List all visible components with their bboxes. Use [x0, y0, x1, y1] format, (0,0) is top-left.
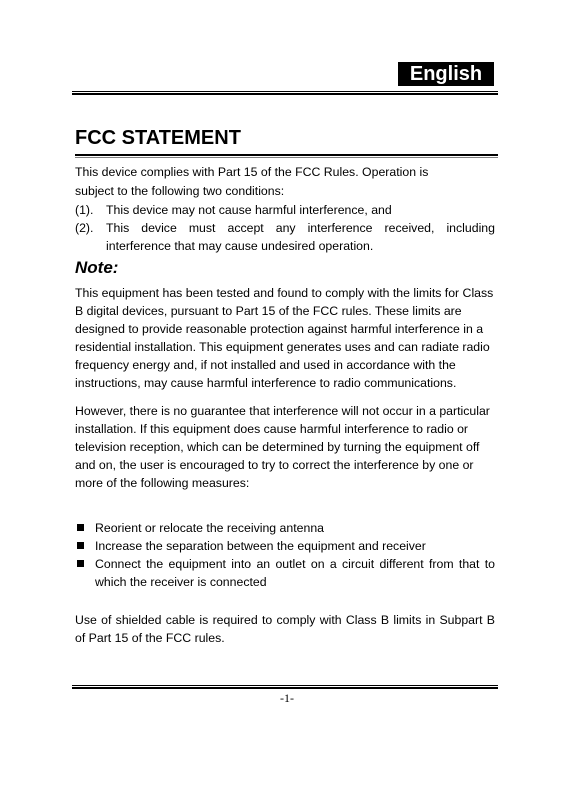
condition-item — [75, 201, 495, 219]
condition-text: This device must accept any interference received, including interference that may cause undesired operation. — [106, 221, 495, 253]
condition-item — [75, 219, 495, 255]
measure-item — [75, 555, 495, 591]
title-underline — [75, 154, 498, 158]
intro-text — [75, 163, 495, 200]
square-bullet-icon — [77, 524, 84, 531]
square-bullet-icon — [77, 560, 84, 567]
header-rule — [72, 91, 498, 95]
intro-line-2: subject to the following two conditions: — [75, 184, 285, 198]
condition-text: This device may not cause harmful interference, and — [106, 203, 392, 217]
measure-item — [75, 537, 495, 555]
square-bullet-icon — [77, 542, 84, 549]
language-badge: English — [398, 62, 494, 86]
page-number: -1- — [280, 691, 294, 705]
closing-paragraph: Use of shielded cable is required to comply with Class B limits in Subpart B of Part 15 of the FCC rules. — [75, 613, 495, 645]
conditions-list — [75, 201, 495, 255]
measure-text: Reorient or relocate the receiving antenna — [95, 521, 324, 535]
intro-line-1: This device complies with Part 15 of the FCC Rules. Operation is — [75, 165, 429, 179]
condition-number: (1). — [75, 203, 94, 217]
footer-rule — [72, 685, 498, 689]
measure-text: Connect the equipment into an outlet on a circuit different from that to which the receiver is connected — [95, 557, 495, 589]
note-heading: Note: — [75, 258, 119, 277]
measure-text: Increase the separation between the equipment and receiver — [95, 539, 426, 553]
measure-item — [75, 519, 495, 537]
note-paragraph-2: However, there is no guarantee that interference will not occur in a particular installation. If this equipment does cause harmful interference to radio or television reception, which can be determined by turning the equipment off and on, the user is encouraged to try to correct the interference by one or more of the following measures: — [75, 404, 490, 490]
section-title: FCC STATEMENT — [75, 127, 241, 149]
note-paragraph-1: This equipment has been tested and found to comply with the limits for Class B digital devices, pursuant to Part 15 of the FCC rules. These limits are designed to provide reasonable protection against harmful interference in a residential installation. This equipment generates uses and can radiate radio frequency energy and, if not installed and used in accordance with the instructions, may cause harmful interference to radio communications. — [75, 286, 494, 390]
measures-list — [75, 519, 495, 591]
condition-number: (2). — [75, 221, 94, 235]
